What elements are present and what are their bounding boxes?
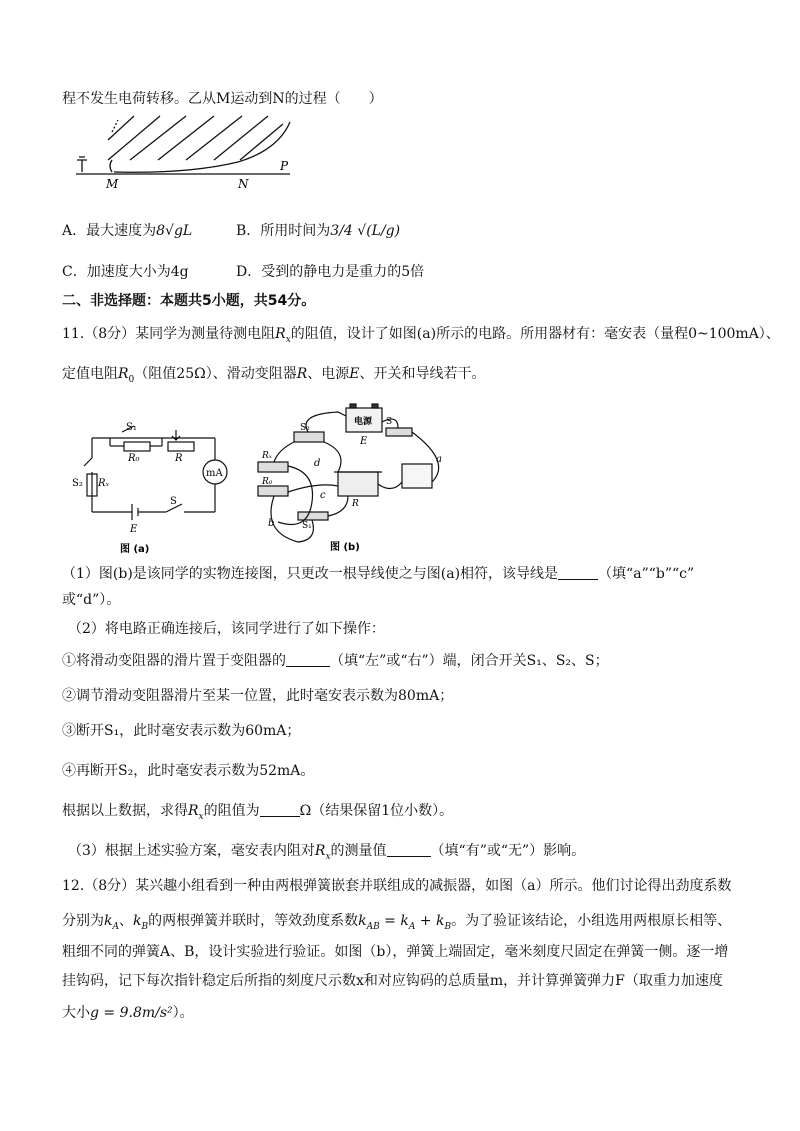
wire-a-label: a xyxy=(436,454,442,465)
label-e: E xyxy=(130,524,138,535)
section-title: 二、非选择题：本题共5小题，共54分。 xyxy=(62,293,316,309)
q11-line2: 定值电阻$R_0$（阻值25Ω）、滑动变阻器R、电源E、开关和导线若干。 xyxy=(62,366,486,385)
q12-line2: 分别为$k_A$、$k_B$的两根弹簧并联时，等效劲度系数$k_{AB} = k_A + k_B$。为了验证该结论，小组选用两根原长相等、 xyxy=(62,913,732,932)
q11-part2: （2）将电路正确连接后，该同学进行了如下操作： xyxy=(68,621,385,637)
label-s2: S₂ xyxy=(72,478,83,489)
label-s2-b: S₂ xyxy=(300,423,310,433)
label-p: P xyxy=(280,159,289,173)
answer-blank-1[interactable] xyxy=(558,565,598,580)
wire-b-label: b xyxy=(268,518,275,529)
q11-step2: ②调节滑动变阻器滑片至某一位置，此时毫安表示数为80mA； xyxy=(62,688,454,704)
caption-b: 图 (b) xyxy=(330,542,360,553)
label-e-b: E xyxy=(360,436,368,447)
q12-line3: 粗细不同的弹簧A、B，设计实验进行验证。如图（b），弹簧上端固定，毫米刻度尺固定在弹簧一侧。逐一增 xyxy=(62,944,729,960)
motion-figure xyxy=(68,112,298,194)
label-power: 电源 xyxy=(354,417,373,427)
q11-step3: ③断开S₁，此时毫安表示数为60mA； xyxy=(62,723,301,739)
wire-c-label: c xyxy=(320,490,326,501)
label-s1-b: S₁ xyxy=(302,521,312,531)
q11-part1: （1）图(b)是该同学的实物连接图，只更改一根导线使之与图(a)相符，该导线是 （填“a”“b”“c” xyxy=(62,566,695,582)
label-rx: Rₓ xyxy=(98,478,110,489)
q12-line4: 挂钩码，记下每次指针稳定后所指的刻度尺示数x和对应钩码的总质量m，并计算弹簧弹力F（取重力加速度 xyxy=(62,973,723,989)
answer-blank-3[interactable] xyxy=(260,802,300,817)
wire-d-label: d xyxy=(314,458,321,469)
wiring-diagram-b xyxy=(238,402,456,555)
label-r0: R₀ xyxy=(128,453,140,464)
choice-b: B．所用时间为3/4 √(L/g) xyxy=(236,223,401,239)
choice-a: A．最大速度为8√gL xyxy=(62,223,193,239)
label-ma: mA xyxy=(206,468,223,479)
question-continuation: 程不发生电荷转移。乙从M运动到N的过程（ ） xyxy=(62,91,383,107)
q11-step4: ④再断开S₂，此时毫安表示数为52mA。 xyxy=(62,763,315,779)
q12-line1: 12.（8分）某兴趣小组看到一种由两根弹簧嵌套并联组成的减振器，如图（a）所示。他们讨论得出劲度系数 xyxy=(62,878,732,894)
label-r-b: R xyxy=(352,499,359,509)
choice-b-expression: 3/4 √(L/g) xyxy=(330,223,401,239)
q12-line5: 大小g = 9.8m/s²）。 xyxy=(62,1005,194,1021)
label-n: N xyxy=(238,177,249,191)
label-s-b: S xyxy=(386,417,393,427)
choice-d: D．受到的静电力是重力的5倍 xyxy=(236,264,425,280)
answer-blank-2[interactable] xyxy=(286,652,330,667)
circuit-diagram-a xyxy=(70,420,240,555)
q11-part3: （3）根据上述实验方案，毫安表内阻对$R_x$的测量值 （填“有”或“无”）影响。 xyxy=(68,843,586,862)
label-m: M xyxy=(106,177,119,191)
q11-part1-cont: 或“d”）。 xyxy=(62,592,121,608)
q11-step1: ①将滑动变阻器的滑片置于变阻器的 （填“左”或“右”）端，闭合开关S₁、S₂、S； xyxy=(62,653,609,669)
q11-line1: 11.（8分）某同学为测量待测电阻$R_x$的阻值，设计了如图(a)所示的电路。所用器材有：毫安表（量程0~100mA）、 xyxy=(62,326,780,345)
label-s: S xyxy=(170,496,177,507)
q11-result: 根据以上数据，求得$R_x$的阻值为 Ω（结果保留1位小数）。 xyxy=(62,803,454,822)
label-rx-b: Rₓ xyxy=(262,451,272,461)
answer-blank-4[interactable] xyxy=(387,842,431,857)
label-r: R xyxy=(175,453,183,464)
caption-a: 图 (a) xyxy=(120,544,150,555)
label-s1: S₁ xyxy=(126,422,137,433)
choice-c: C．加速度大小为4g xyxy=(62,264,189,280)
label-r0-b: R₀ xyxy=(262,477,273,487)
choice-a-expression: 8√gL xyxy=(156,223,193,239)
